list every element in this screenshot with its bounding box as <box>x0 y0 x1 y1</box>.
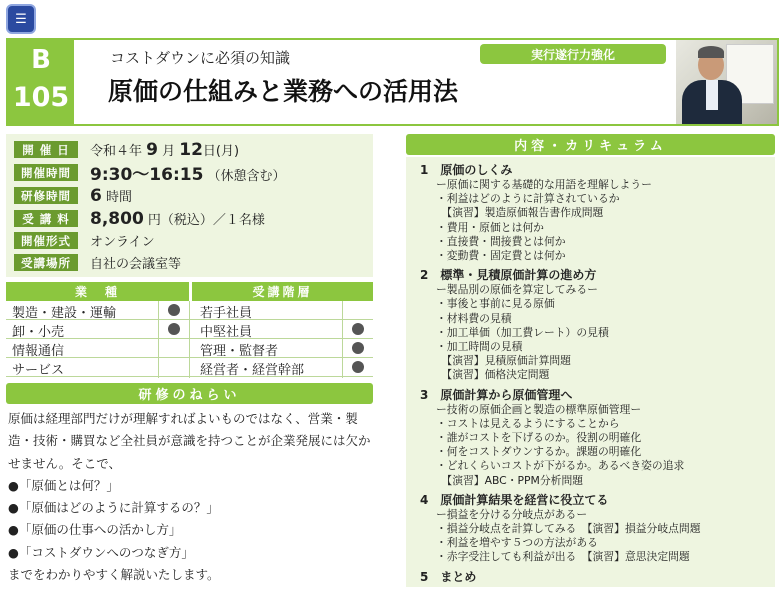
fee-value: 8,800 円（税込）／１名様 <box>90 208 265 229</box>
info-row-format <box>14 231 155 250</box>
course-code-letter: B <box>31 45 51 75</box>
curriculum-item: ・加工単価（加工費レート）の見積 <box>436 325 609 339</box>
course-title: 原価の仕組みと業務への活用法 <box>108 77 459 106</box>
format-label: 開催形式 <box>14 232 78 249</box>
info-row-place <box>14 253 181 272</box>
place-label: 受講場所 <box>14 254 78 271</box>
curriculum-section-title: 2 標準・見積原価計算の進め方 <box>420 268 597 283</box>
aim-text <box>8 408 374 586</box>
curriculum-item: ・加工時間の見積 <box>436 340 523 353</box>
level-item: 中堅社員 <box>200 325 253 340</box>
time-label: 開催時間 <box>14 164 78 181</box>
hours-label: 研修時間 <box>14 187 78 204</box>
curriculum-header: 内容・カリキュラム <box>406 134 775 155</box>
course-subtitle: コストダウンに必須の知識 <box>110 49 291 67</box>
curriculum-item: ・赤字受注しても利益が出る 【演習】意思決定問題 <box>436 550 690 564</box>
place-value: 自社の会議室等 <box>90 257 182 272</box>
date-label: 開 催 日 <box>14 141 78 158</box>
info-row-date <box>14 140 239 159</box>
industry-header: 業 種 <box>6 282 189 301</box>
level-item: 若手社員 <box>200 306 253 321</box>
level-item: 管理・監督者 <box>200 344 279 359</box>
industry-item: サービス <box>12 363 65 378</box>
curriculum-item: ・何をコストダウンするか。課題の明確化 <box>436 445 642 459</box>
course-code-number: 105 <box>12 82 70 113</box>
level-mark-dot <box>352 342 364 354</box>
curriculum-section-title: 1 原価のしくみ <box>420 163 513 177</box>
curriculum-item: ・利益を増やす５つの方法がある <box>436 536 598 550</box>
curriculum-item: ・直接費・間接費とは何か <box>436 234 566 248</box>
curriculum-item: 【演習】ABC・PPM分析問題 <box>436 473 584 487</box>
industry-mark-dot <box>168 323 180 335</box>
level-mark-dot <box>352 323 364 335</box>
aim-line: ●「原価とは何？」 <box>8 477 119 493</box>
curriculum-section-title: 3 原価計算から原価管理へ <box>420 387 573 402</box>
aim-line: ●「原価はどのように計算するの？」 <box>8 500 219 516</box>
curriculum-item: ・損益分岐点を計算してみる 【演習】損益分岐点問題 <box>436 522 701 535</box>
aim-line: 造・技術・購買など全社員が意識を持つことが企業発展には欠か <box>8 433 371 449</box>
seminar-category-icon: ☰ <box>6 4 36 34</box>
industry-item: 卸・小売 <box>12 325 65 340</box>
curriculum-item: ・誰がコストを下げるのか。役割の明確化 <box>436 431 642 444</box>
curriculum-item: ・コストは見えるようにすることから <box>436 416 620 430</box>
format-value: オンライン <box>90 235 155 250</box>
curriculum-item: 【演習】見積原価計算問題 <box>436 354 571 368</box>
curriculum-item: ・変動費・固定費とは何か <box>436 249 566 262</box>
curriculum-item: ・費用・原価とは何か <box>436 220 544 234</box>
category-badge: 実行遂行力強化 <box>480 44 666 64</box>
curriculum-item: ー製品別の原価を算定してみるー <box>436 283 598 297</box>
level-mark-dot <box>352 361 364 373</box>
curriculum-section-title: 4 原価計算結果を経営に役立てる <box>420 492 609 507</box>
hours-value: 6 時間 <box>90 185 132 206</box>
aim-line: せません。そこで、 <box>8 455 122 471</box>
curriculum-item: ・材料費の見積 <box>436 311 512 325</box>
aim-line: ●「原価の仕事への活かし方」 <box>8 522 182 538</box>
curriculum-item: ・事後と事前に見る原価 <box>436 297 555 311</box>
info-row-fee <box>14 209 265 228</box>
curriculum-item: ー技術の原価企画と製造の標準原価管理ー <box>436 402 642 416</box>
industry-item: 製造・建設・運輸 <box>12 306 117 321</box>
curriculum-item: ・利益はどのように計算されているか <box>436 192 620 206</box>
date-value: 令和４年 9 月 12日(月) <box>90 139 240 160</box>
info-row-hours <box>14 186 132 205</box>
aim-header: 研修のねらい <box>6 383 373 404</box>
curriculum-item: ー損益を分ける分岐点があるー <box>436 507 588 521</box>
level-item: 経営者・経営幹部 <box>200 363 305 378</box>
curriculum-item: 【演習】価格決定問題 <box>436 368 550 382</box>
curriculum-item: ・どれくらいコストが下がるか。あるべき姿の追求 <box>436 459 685 473</box>
aim-line: 原価は経理部門だけが理解すればよいものではなく、営業・製 <box>8 411 358 426</box>
time-value: 9:30～16:15 （休憩含む） <box>90 165 286 185</box>
fee-label: 受 講 料 <box>14 210 78 227</box>
industry-item: 情報通信 <box>12 344 65 359</box>
curriculum-item: ー原価に関する基礎的な用語を理解しようー <box>436 178 652 191</box>
level-header: 受講階層 <box>192 282 373 301</box>
lecturer-photo <box>676 40 777 124</box>
curriculum-panel <box>406 157 775 587</box>
info-row-time <box>14 163 286 185</box>
aim-line: ●「コストダウンへのつなぎ方」 <box>8 544 194 560</box>
curriculum-section-title: 5 まとめ <box>420 569 477 584</box>
industry-mark-dot <box>168 304 180 316</box>
curriculum-item: 【演習】製造原価報告書作成問題 <box>436 206 604 220</box>
aim-line: までをわかりやすく解説いたします。 <box>8 567 220 583</box>
